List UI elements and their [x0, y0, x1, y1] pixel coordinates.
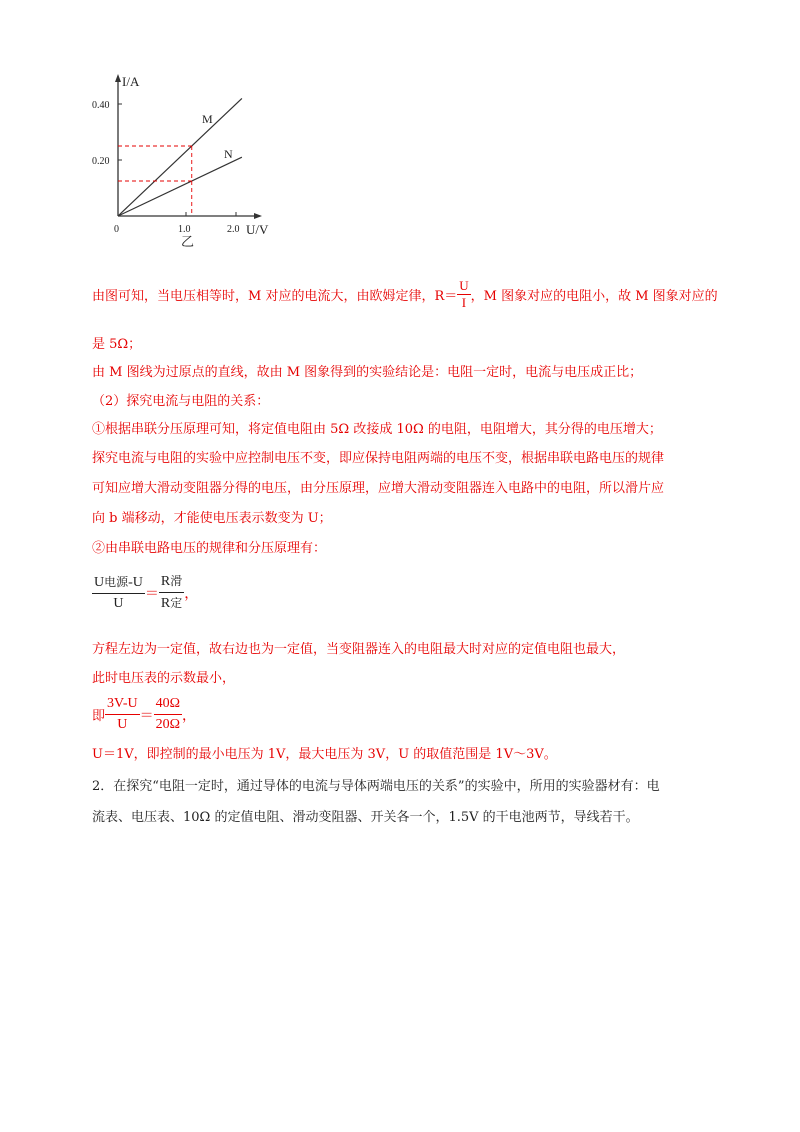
y-axis-label: I/A: [122, 74, 140, 89]
para-step1-line3: 可知应增大滑动变阻器分得的电压，由分压原理，应增大滑动变阻器连入电路中的电阻，所以滑片应: [92, 481, 665, 496]
formula2-den: U: [117, 717, 128, 732]
formula1-r: R: [160, 574, 171, 589]
para-ohms-law-text-b: ，M 图象对应的电阻小，故 M 图象对应的: [470, 288, 718, 304]
y-tick-label-040: 0.40: [92, 100, 110, 111]
formula1-sub-source: 电源: [104, 574, 129, 589]
x-tick-label-10: 1.0: [178, 224, 191, 235]
formula2-rnum: 40Ω: [154, 694, 182, 715]
para-step2: ②由串联电路电压的规律和分压原理有：: [92, 541, 327, 556]
formula1-equals: ＝: [144, 586, 159, 602]
series-label-m: M: [202, 112, 213, 126]
formula2-prefix: 即: [92, 708, 106, 723]
fraction-u-over-i: [457, 278, 470, 311]
formula1-r2: R: [160, 596, 171, 611]
formula2-right-fraction: [154, 694, 182, 735]
formula1-den: U: [113, 595, 124, 611]
question-2-line2: 流表、电压表、10Ω 的定值电阻、滑动变阻器、开关各一个，1.5V 的干电池两节，导线若干。: [92, 810, 639, 825]
formula1-right-fraction: [159, 571, 184, 614]
para-result: U＝1V，即控制的最小电压为 1V，最大电压为 3V，U 的取值范围是 1V～3V。: [92, 747, 557, 762]
x-axis-label: U/V: [246, 222, 269, 237]
formula-solve: [92, 694, 196, 735]
y-axis-arrow: [115, 74, 121, 82]
series-label-n: N: [224, 147, 233, 161]
formula2-comma: ，: [182, 708, 197, 724]
x-tick-label-0: 0: [114, 224, 119, 235]
graph-caption: 乙: [181, 234, 195, 248]
formula1-sub-fixed: 定: [170, 596, 183, 610]
para-conclusion: 由 M 图线为过原点的直线，故由 M 图象得到的实验结论是：电阻一定时，电流与电压成正比；: [92, 365, 643, 380]
formula1-minus-u: -U: [128, 574, 143, 590]
para-ohms-law: [92, 276, 718, 312]
para-step1: ①根据串联分压原理可知，将定值电阻由 5Ω 改接成 10Ω 的电阻，电阻增大，其分得的电压增大；: [92, 422, 662, 437]
formula-voltage-ratio: [92, 571, 198, 614]
formula1-left-fraction: [92, 572, 145, 614]
formula2-equals: ＝: [139, 708, 154, 724]
series-line-n: [118, 157, 242, 216]
iu-graph: [88, 68, 288, 248]
para-step1-line2: 探究电流与电阻的实验中应控制电压不变，即应保持电阻两端的电压不变，根据串联电路电压的规律: [92, 451, 665, 466]
formula2-rden: 20Ω: [155, 717, 181, 732]
formula1-comma: ，: [184, 586, 199, 602]
formula1-u: U: [94, 574, 105, 590]
y-tick-label-020: 0.20: [92, 156, 110, 167]
formula2-num: 3V-U: [105, 694, 140, 715]
formula1-sub-slider: 滑: [170, 574, 183, 588]
fraction-denominator: I: [461, 294, 467, 310]
x-tick-label-20: 2.0: [227, 224, 240, 235]
para-step1-line4: 向 b 端移动，才能使电压表示数变为 U；: [92, 511, 332, 526]
question-2-line1: 2．在探究“电阻一定时，通过导体的电流与导体两端电压的关系”的实验中，所用的实验器材有：电: [92, 779, 660, 794]
para-min-reading: 此时电压表的示数最小，: [92, 671, 236, 686]
para-part2-heading: （2）探究电流与电阻的关系：: [92, 394, 270, 409]
x-axis-arrow: [254, 213, 262, 219]
para-reasoning: 方程左边为一定值，故右边也为一定值，当变阻器连入的电阻最大时对应的定值电阻也最大，: [92, 642, 626, 657]
formula2-left-fraction: [105, 694, 140, 735]
fraction-numerator: U: [459, 277, 469, 293]
para-ohms-law-text-a: 由图可知，当电压相等时，M 对应的电流大，由欧姆定律，R＝: [92, 288, 458, 304]
para-ohms-law-cont: 是 5Ω；: [92, 337, 142, 352]
